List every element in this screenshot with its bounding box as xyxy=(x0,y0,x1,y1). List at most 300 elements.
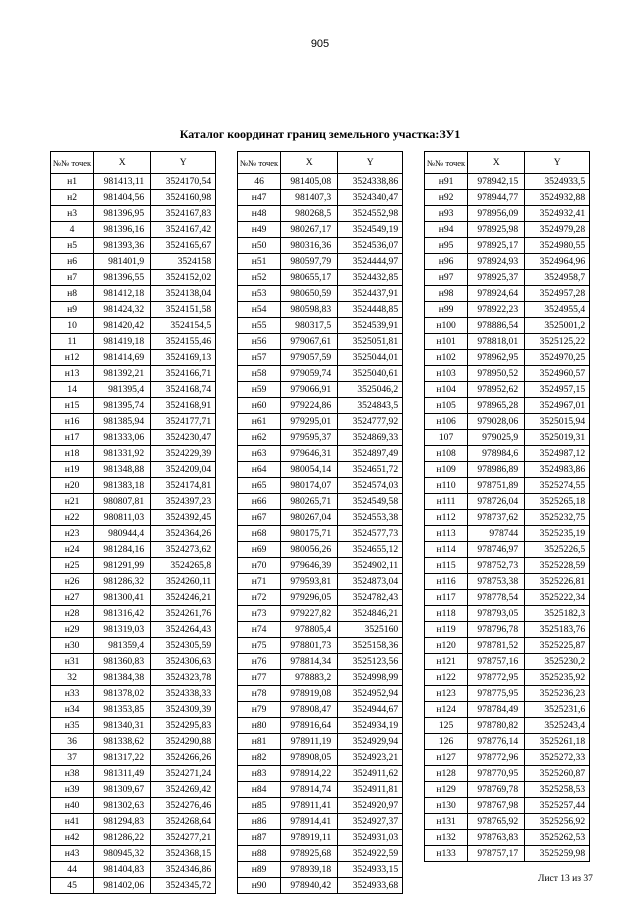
y-coordinate-cell: 3524944,67 xyxy=(338,702,403,718)
x-coordinate-cell: 978986,89 xyxy=(468,462,525,478)
x-coordinate-cell: 980175,71 xyxy=(281,526,338,542)
point-number-cell: н2 xyxy=(51,190,94,206)
y-coordinate-cell: 3524932,41 xyxy=(525,206,590,222)
x-coordinate-cell: 978796,78 xyxy=(468,622,525,638)
y-coordinate-cell: 3525228,59 xyxy=(525,558,590,574)
table-row xyxy=(51,670,216,686)
y-coordinate-cell: 3524323,78 xyxy=(151,670,216,686)
table-row xyxy=(238,670,403,686)
table-row xyxy=(425,654,590,670)
point-number-cell: н56 xyxy=(238,334,281,350)
table-row xyxy=(51,350,216,366)
x-coordinate-cell: 978950,52 xyxy=(468,366,525,382)
y-coordinate-cell: 3524152,02 xyxy=(151,270,216,286)
table-row xyxy=(51,606,216,622)
table-row xyxy=(425,718,590,734)
table-row xyxy=(425,798,590,814)
y-coordinate-cell: 3524338,33 xyxy=(151,686,216,702)
table-row xyxy=(51,366,216,382)
table-row xyxy=(425,734,590,750)
y-coordinate-cell: 3525222,34 xyxy=(525,590,590,606)
point-number-cell: н59 xyxy=(238,382,281,398)
x-coordinate-cell: 980598,83 xyxy=(281,302,338,318)
table-row xyxy=(238,798,403,814)
table-row xyxy=(51,830,216,846)
point-number-cell: н29 xyxy=(51,622,94,638)
y-coordinate-cell: 3524577,73 xyxy=(338,526,403,542)
y-coordinate-cell: 3524932,88 xyxy=(525,190,590,206)
point-number-cell: н102 xyxy=(425,350,468,366)
point-number-cell: н83 xyxy=(238,766,281,782)
point-number-cell: 32 xyxy=(51,670,94,686)
y-coordinate-cell: 3524174,81 xyxy=(151,478,216,494)
x-coordinate-cell: 981331,92 xyxy=(94,446,151,462)
header-y: Y xyxy=(525,152,590,174)
point-number-cell: н74 xyxy=(238,622,281,638)
y-coordinate-cell: 3525232,75 xyxy=(525,510,590,526)
y-coordinate-cell: 3524911,81 xyxy=(338,782,403,798)
table-row xyxy=(425,478,590,494)
y-coordinate-cell: 3524295,83 xyxy=(151,718,216,734)
table-row xyxy=(238,766,403,782)
y-coordinate-cell: 3525236,23 xyxy=(525,686,590,702)
table-row xyxy=(51,734,216,750)
point-number-cell: н61 xyxy=(238,414,281,430)
point-number-cell: н79 xyxy=(238,702,281,718)
y-coordinate-cell: 3525235,19 xyxy=(525,526,590,542)
y-coordinate-cell: 3524922,59 xyxy=(338,846,403,862)
y-coordinate-cell: 3524448,85 xyxy=(338,302,403,318)
y-coordinate-cell: 3524979,28 xyxy=(525,222,590,238)
point-number-cell: н111 xyxy=(425,494,468,510)
point-number-cell: н13 xyxy=(51,366,94,382)
x-coordinate-cell: 981392,21 xyxy=(94,366,151,382)
y-coordinate-cell: 3524277,21 xyxy=(151,830,216,846)
x-coordinate-cell: 981333,06 xyxy=(94,430,151,446)
y-coordinate-cell: 3525262,53 xyxy=(525,830,590,846)
point-number-cell: н30 xyxy=(51,638,94,654)
y-coordinate-cell: 3524553,38 xyxy=(338,510,403,526)
table-row xyxy=(425,190,590,206)
point-number-cell: н128 xyxy=(425,766,468,782)
x-coordinate-cell: 980807,81 xyxy=(94,494,151,510)
x-coordinate-cell: 978914,41 xyxy=(281,814,338,830)
table-row xyxy=(238,462,403,478)
table-row xyxy=(238,206,403,222)
x-coordinate-cell: 980811,03 xyxy=(94,510,151,526)
y-coordinate-cell: 3524920,97 xyxy=(338,798,403,814)
x-coordinate-cell: 978746,97 xyxy=(468,542,525,558)
table-row xyxy=(425,590,590,606)
y-coordinate-cell: 3524168,74 xyxy=(151,382,216,398)
table-row xyxy=(51,574,216,590)
table-row xyxy=(238,590,403,606)
y-coordinate-cell: 3524432,85 xyxy=(338,270,403,286)
y-coordinate-cell: 3524209,04 xyxy=(151,462,216,478)
table-row xyxy=(51,526,216,542)
y-coordinate-cell: 3524168,91 xyxy=(151,398,216,414)
x-coordinate-cell: 981402,06 xyxy=(94,878,151,894)
x-coordinate-cell: 978818,01 xyxy=(468,334,525,350)
y-coordinate-cell: 3524166,71 xyxy=(151,366,216,382)
y-coordinate-cell: 3524574,03 xyxy=(338,478,403,494)
y-coordinate-cell: 3524955,4 xyxy=(525,302,590,318)
point-number-cell: н118 xyxy=(425,606,468,622)
x-coordinate-cell: 979593,81 xyxy=(281,574,338,590)
point-number-cell: н120 xyxy=(425,638,468,654)
point-number-cell: н25 xyxy=(51,558,94,574)
x-coordinate-cell: 979646,31 xyxy=(281,446,338,462)
table-row xyxy=(238,686,403,702)
y-coordinate-cell: 3524160,98 xyxy=(151,190,216,206)
x-coordinate-cell: 980597,79 xyxy=(281,254,338,270)
point-number-cell: н121 xyxy=(425,654,468,670)
point-number-cell: н33 xyxy=(51,686,94,702)
point-number-cell: 11 xyxy=(51,334,94,350)
point-number-cell: н20 xyxy=(51,478,94,494)
x-coordinate-cell: 978772,96 xyxy=(468,750,525,766)
y-coordinate-cell: 3524138,04 xyxy=(151,286,216,302)
x-coordinate-cell: 978925,37 xyxy=(468,270,525,286)
table-row xyxy=(425,574,590,590)
table-row xyxy=(51,206,216,222)
point-number-cell: н71 xyxy=(238,574,281,590)
table-row xyxy=(425,206,590,222)
table-row xyxy=(51,782,216,798)
y-coordinate-cell: 3525226,5 xyxy=(525,542,590,558)
y-coordinate-cell: 3524923,21 xyxy=(338,750,403,766)
x-coordinate-cell: 978922,23 xyxy=(468,302,525,318)
point-number-cell: н86 xyxy=(238,814,281,830)
point-number-cell: 36 xyxy=(51,734,94,750)
x-coordinate-cell: 978944,77 xyxy=(468,190,525,206)
x-coordinate-cell: 979057,59 xyxy=(281,350,338,366)
x-coordinate-cell: 978939,18 xyxy=(281,862,338,878)
y-coordinate-cell: 3524911,62 xyxy=(338,766,403,782)
y-coordinate-cell: 3524782,43 xyxy=(338,590,403,606)
y-coordinate-cell: 3524964,96 xyxy=(525,254,590,270)
point-number-cell: н38 xyxy=(51,766,94,782)
point-number-cell: н123 xyxy=(425,686,468,702)
table-row xyxy=(51,398,216,414)
point-number-cell: н80 xyxy=(238,718,281,734)
header-point-number: №№ точек xyxy=(51,152,94,174)
table-row xyxy=(425,366,590,382)
y-coordinate-cell: 3524167,42 xyxy=(151,222,216,238)
table-row xyxy=(238,446,403,462)
point-number-cell: н23 xyxy=(51,526,94,542)
point-number-cell: 37 xyxy=(51,750,94,766)
table-row xyxy=(238,830,403,846)
y-coordinate-cell: 3524264,43 xyxy=(151,622,216,638)
x-coordinate-cell: 981401,9 xyxy=(94,254,151,270)
x-coordinate-cell: 978883,2 xyxy=(281,670,338,686)
table-row xyxy=(238,542,403,558)
table-row xyxy=(425,558,590,574)
x-coordinate-cell: 978965,28 xyxy=(468,398,525,414)
point-number-cell: н34 xyxy=(51,702,94,718)
y-coordinate-cell: 3525243,4 xyxy=(525,718,590,734)
point-number-cell: н133 xyxy=(425,846,468,862)
table-row xyxy=(238,526,403,542)
point-number-cell: н119 xyxy=(425,622,468,638)
y-coordinate-cell: 3524934,19 xyxy=(338,718,403,734)
header-y: Y xyxy=(338,152,403,174)
x-coordinate-cell: 981405,08 xyxy=(281,174,338,190)
x-coordinate-cell: 981396,55 xyxy=(94,270,151,286)
y-coordinate-cell: 3524655,12 xyxy=(338,542,403,558)
point-number-cell: н92 xyxy=(425,190,468,206)
y-coordinate-cell: 3524902,11 xyxy=(338,558,403,574)
point-number-cell: н12 xyxy=(51,350,94,366)
x-coordinate-cell: 980267,17 xyxy=(281,222,338,238)
point-number-cell: н40 xyxy=(51,798,94,814)
y-coordinate-cell: 3524777,92 xyxy=(338,414,403,430)
table-row xyxy=(425,286,590,302)
table-row xyxy=(238,190,403,206)
table-row xyxy=(425,414,590,430)
point-number-cell: н77 xyxy=(238,670,281,686)
table-row xyxy=(51,510,216,526)
x-coordinate-cell: 979224,86 xyxy=(281,398,338,414)
y-coordinate-cell: 3524983,86 xyxy=(525,462,590,478)
x-coordinate-cell: 978776,14 xyxy=(468,734,525,750)
y-coordinate-cell: 3524273,62 xyxy=(151,542,216,558)
table-row xyxy=(425,606,590,622)
y-coordinate-cell: 3524444,97 xyxy=(338,254,403,270)
header-y: Y xyxy=(151,152,216,174)
x-coordinate-cell: 981309,67 xyxy=(94,782,151,798)
x-coordinate-cell: 981286,32 xyxy=(94,574,151,590)
point-number-cell: н6 xyxy=(51,254,94,270)
table-row xyxy=(425,494,590,510)
coordinates-table-3 xyxy=(424,151,590,862)
point-number-cell: н100 xyxy=(425,318,468,334)
table-row xyxy=(425,174,590,190)
x-coordinate-cell: 978924,64 xyxy=(468,286,525,302)
point-number-cell: н66 xyxy=(238,494,281,510)
y-coordinate-cell: 3525258,53 xyxy=(525,782,590,798)
x-coordinate-cell: 981360,83 xyxy=(94,654,151,670)
x-coordinate-cell: 979067,61 xyxy=(281,334,338,350)
x-coordinate-cell: 978753,38 xyxy=(468,574,525,590)
sheet-footer: Лист 13 из 37 xyxy=(538,874,593,884)
table-row xyxy=(238,302,403,318)
point-number-cell: н69 xyxy=(238,542,281,558)
y-coordinate-cell: 3525051,81 xyxy=(338,334,403,350)
table-row xyxy=(51,862,216,878)
y-coordinate-cell: 3525183,76 xyxy=(525,622,590,638)
table-row xyxy=(51,622,216,638)
table-row xyxy=(238,702,403,718)
point-number-cell: н98 xyxy=(425,286,468,302)
x-coordinate-cell: 978919,11 xyxy=(281,830,338,846)
y-coordinate-cell: 3524261,76 xyxy=(151,606,216,622)
x-coordinate-cell: 981302,63 xyxy=(94,798,151,814)
x-coordinate-cell: 978767,98 xyxy=(468,798,525,814)
point-number-cell: 44 xyxy=(51,862,94,878)
y-coordinate-cell: 3524340,47 xyxy=(338,190,403,206)
x-coordinate-cell: 981284,16 xyxy=(94,542,151,558)
point-number-cell: н57 xyxy=(238,350,281,366)
table-row xyxy=(51,334,216,350)
table-row xyxy=(425,638,590,654)
point-number-cell: н55 xyxy=(238,318,281,334)
table-row xyxy=(238,254,403,270)
table-row xyxy=(425,318,590,334)
table-row xyxy=(238,398,403,414)
table-row xyxy=(238,638,403,654)
table-row xyxy=(51,478,216,494)
y-coordinate-cell: 3525001,2 xyxy=(525,318,590,334)
x-coordinate-cell: 981340,31 xyxy=(94,718,151,734)
table-row xyxy=(425,814,590,830)
x-coordinate-cell: 978763,83 xyxy=(468,830,525,846)
y-coordinate-cell: 3524266,26 xyxy=(151,750,216,766)
y-coordinate-cell: 3525044,01 xyxy=(338,350,403,366)
table-row xyxy=(238,718,403,734)
point-number-cell: н108 xyxy=(425,446,468,462)
point-number-cell: н42 xyxy=(51,830,94,846)
table-row xyxy=(425,766,590,782)
point-number-cell: н5 xyxy=(51,238,94,254)
point-number-cell: н97 xyxy=(425,270,468,286)
table-row xyxy=(425,670,590,686)
table-row xyxy=(51,798,216,814)
point-number-cell: н93 xyxy=(425,206,468,222)
point-number-cell: 126 xyxy=(425,734,468,750)
y-coordinate-cell: 3524843,5 xyxy=(338,398,403,414)
y-coordinate-cell: 3525225,87 xyxy=(525,638,590,654)
table-row xyxy=(238,350,403,366)
table-row xyxy=(51,750,216,766)
table-row xyxy=(51,558,216,574)
table-row xyxy=(51,446,216,462)
x-coordinate-cell: 978925,98 xyxy=(468,222,525,238)
point-number-cell: н132 xyxy=(425,830,468,846)
x-coordinate-cell: 979295,01 xyxy=(281,414,338,430)
y-coordinate-cell: 3524987,12 xyxy=(525,446,590,462)
x-coordinate-cell: 978956,09 xyxy=(468,206,525,222)
x-coordinate-cell: 981396,16 xyxy=(94,222,151,238)
x-coordinate-cell: 978814,34 xyxy=(281,654,338,670)
table-row xyxy=(238,270,403,286)
y-coordinate-cell: 3524929,94 xyxy=(338,734,403,750)
table-row xyxy=(238,654,403,670)
point-number-cell: 125 xyxy=(425,718,468,734)
y-coordinate-cell: 3524364,26 xyxy=(151,526,216,542)
x-coordinate-cell: 978757,17 xyxy=(468,846,525,862)
table-row xyxy=(238,238,403,254)
point-number-cell: н89 xyxy=(238,862,281,878)
point-number-cell: н84 xyxy=(238,782,281,798)
point-number-cell: н63 xyxy=(238,446,281,462)
y-coordinate-cell: 3525256,92 xyxy=(525,814,590,830)
y-coordinate-cell: 3524392,45 xyxy=(151,510,216,526)
table-row xyxy=(238,782,403,798)
x-coordinate-cell: 981378,02 xyxy=(94,686,151,702)
x-coordinate-cell: 981385,94 xyxy=(94,414,151,430)
table-row xyxy=(51,462,216,478)
y-coordinate-cell: 3524397,23 xyxy=(151,494,216,510)
table-row xyxy=(238,734,403,750)
x-coordinate-cell: 978924,93 xyxy=(468,254,525,270)
x-coordinate-cell: 980944,4 xyxy=(94,526,151,542)
table-header-row xyxy=(425,152,590,174)
point-number-cell: 45 xyxy=(51,878,94,894)
x-coordinate-cell: 978919,08 xyxy=(281,686,338,702)
table-row xyxy=(238,366,403,382)
x-coordinate-cell: 981319,03 xyxy=(94,622,151,638)
point-number-cell: н58 xyxy=(238,366,281,382)
y-coordinate-cell: 3524931,03 xyxy=(338,830,403,846)
point-number-cell: н106 xyxy=(425,414,468,430)
point-number-cell: н122 xyxy=(425,670,468,686)
x-coordinate-cell: 980056,26 xyxy=(281,542,338,558)
x-coordinate-cell: 978940,42 xyxy=(281,878,338,894)
point-number-cell: н26 xyxy=(51,574,94,590)
point-number-cell: н15 xyxy=(51,398,94,414)
x-coordinate-cell: 978911,41 xyxy=(281,798,338,814)
point-number-cell: н54 xyxy=(238,302,281,318)
y-coordinate-cell: 3525125,22 xyxy=(525,334,590,350)
y-coordinate-cell: 3524260,11 xyxy=(151,574,216,590)
table-row xyxy=(51,718,216,734)
x-coordinate-cell: 980054,14 xyxy=(281,462,338,478)
x-coordinate-cell: 981404,83 xyxy=(94,862,151,878)
point-number-cell: н76 xyxy=(238,654,281,670)
point-number-cell: н129 xyxy=(425,782,468,798)
y-coordinate-cell: 3524980,55 xyxy=(525,238,590,254)
y-coordinate-cell: 3524368,15 xyxy=(151,846,216,862)
table-row xyxy=(425,270,590,286)
x-coordinate-cell: 978962,95 xyxy=(468,350,525,366)
table-row xyxy=(425,254,590,270)
x-coordinate-cell: 980317,5 xyxy=(281,318,338,334)
point-number-cell: н9 xyxy=(51,302,94,318)
x-coordinate-cell: 980265,71 xyxy=(281,494,338,510)
point-number-cell: н75 xyxy=(238,638,281,654)
x-coordinate-cell: 981338,62 xyxy=(94,734,151,750)
table-row xyxy=(425,830,590,846)
y-coordinate-cell: 3525235,92 xyxy=(525,670,590,686)
y-coordinate-cell: 3524957,15 xyxy=(525,382,590,398)
point-number-cell: 46 xyxy=(238,174,281,190)
table-row xyxy=(51,702,216,718)
table-row xyxy=(425,302,590,318)
y-coordinate-cell: 3524952,94 xyxy=(338,686,403,702)
point-number-cell: н87 xyxy=(238,830,281,846)
point-number-cell: н60 xyxy=(238,398,281,414)
point-number-cell: н85 xyxy=(238,798,281,814)
table-row xyxy=(51,430,216,446)
y-coordinate-cell: 3524268,64 xyxy=(151,814,216,830)
x-coordinate-cell: 979646,39 xyxy=(281,558,338,574)
x-coordinate-cell: 981424,32 xyxy=(94,302,151,318)
point-number-cell: н113 xyxy=(425,526,468,542)
x-coordinate-cell: 981291,99 xyxy=(94,558,151,574)
point-number-cell: н7 xyxy=(51,270,94,286)
point-number-cell: н90 xyxy=(238,878,281,894)
x-coordinate-cell: 980655,17 xyxy=(281,270,338,286)
x-coordinate-cell: 980174,07 xyxy=(281,478,338,494)
y-coordinate-cell: 3525015,94 xyxy=(525,414,590,430)
table-row xyxy=(51,302,216,318)
point-number-cell: н78 xyxy=(238,686,281,702)
x-coordinate-cell: 978784,49 xyxy=(468,702,525,718)
y-coordinate-cell: 3524306,63 xyxy=(151,654,216,670)
x-coordinate-cell: 978925,17 xyxy=(468,238,525,254)
